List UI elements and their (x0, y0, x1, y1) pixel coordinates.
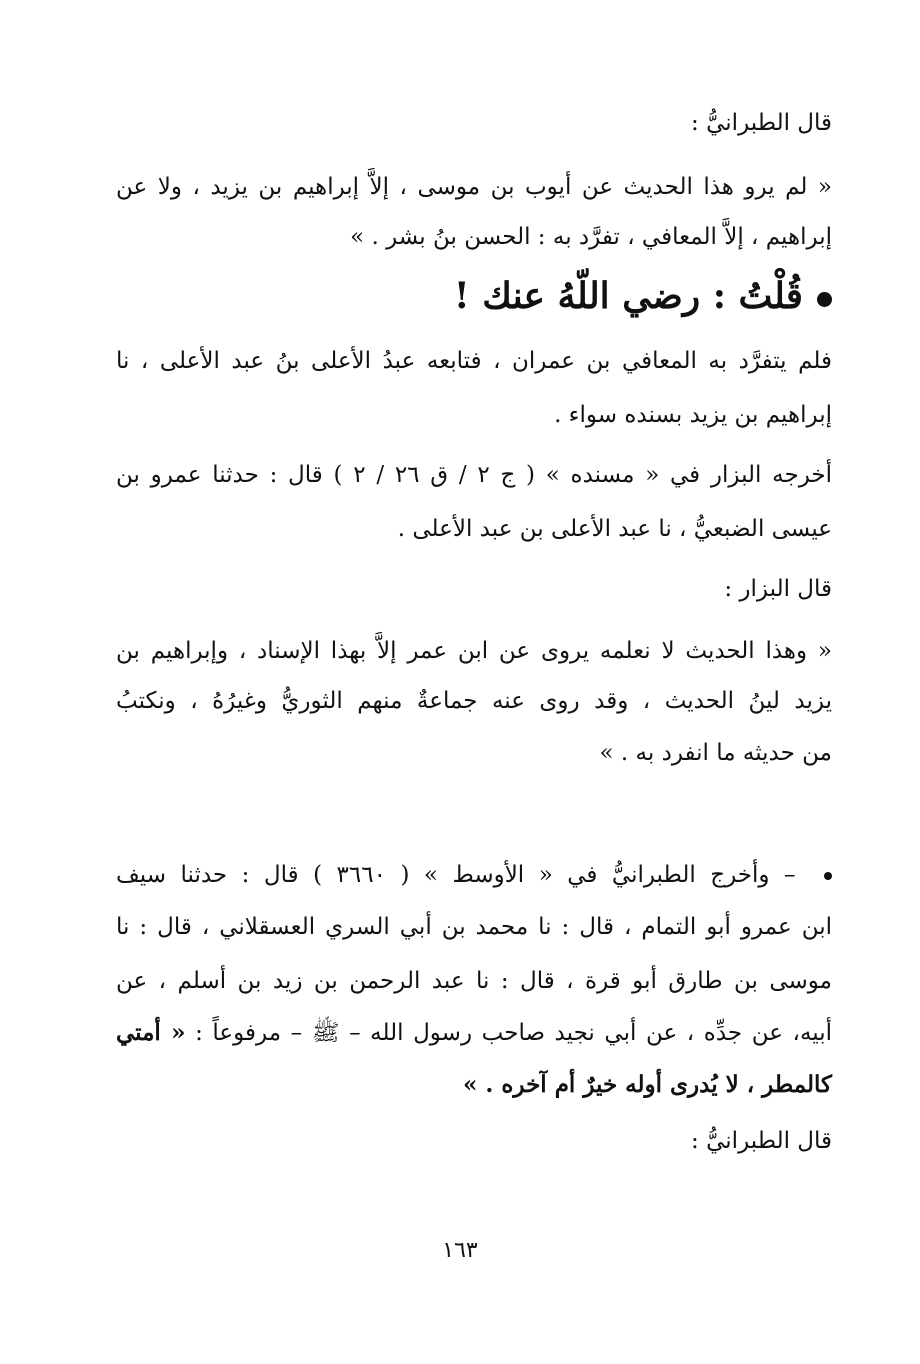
text-segment: أبيه، عن جدِّه ، عن أبي نجيد صاحب رسول الله – ﷺ – مرفوعاً : (195, 1020, 833, 1046)
page-number: ١٦٣ (442, 1238, 478, 1263)
text-line: قال الطبرانيُّ : (691, 110, 832, 136)
hadith-line (116, 856, 832, 890)
bullet-icon (824, 872, 832, 880)
bullet-icon (817, 292, 832, 307)
text-line: موسى بن طارق أبو قرة ، قال : نا عبد الرحمن بن زيد بن أسلم ، عن (116, 968, 832, 994)
quote-line: من حديثه ما انفرد به . » (599, 740, 832, 766)
hadith-text: – وأخرج الطبرانيُّ في « الأوسط » ( ٣٦٦٠ ) قال : حدثنا سيف (116, 862, 796, 888)
text-line (116, 1018, 832, 1048)
hadith-matn: كالمطر ، لا يُدرى أوله خيرٌ أم آخره . » (462, 1071, 832, 1098)
quote-line: يزيد لينُ الحديث ، وقد روى عنه جماعةٌ منهم الثوريُّ وغيرُهُ ، ونكتبُ (116, 688, 832, 714)
text-line: قال الطبرانيُّ : (691, 1128, 832, 1154)
hadith-start (810, 862, 832, 888)
text-line: فلم يتفرَّد به المعافي بن عمران ، فتابعه عبدُ الأعلى بنُ عبد الأعلى ، نا (116, 348, 832, 374)
quote-line: « وهذا الحديث لا نعلمه يروى عن ابن عمر إلاَّ بهذا الإسناد ، وإبراهيم بن (116, 638, 832, 664)
text-line: ابن عمرو أبو التمام ، قال : نا محمد بن أبي السري العسقلاني ، قال : نا (116, 914, 832, 940)
text-line: عيسى الضبعيُّ ، نا عبد الأعلى بن عبد الأعلى . (397, 516, 832, 542)
text-line: أخرجه البزار في « مسنده » ( ج ٢ / ق ٢٦ / ٢ ) قال : حدثنا عمرو بن (116, 462, 833, 488)
text-line: قال البزار : (724, 576, 832, 602)
section-heading (116, 276, 832, 316)
heading-text: قُلْتُ : رضي اللّهُ عنك ! (453, 275, 803, 317)
text-line: إبراهيم بن يزيد بسنده سواء . (554, 402, 832, 428)
quote-line: إبراهيم ، إلاَّ المعافي ، تفرَّد به : الحسن بنُ بشر . » (350, 224, 832, 250)
quote-line: « لم يرو هذا الحديث عن أيوب بن موسى ، إلاَّ إبراهيم بن يزيد ، ولا عن (116, 174, 832, 200)
hadith-matn-start: « أمتي (116, 1019, 186, 1046)
